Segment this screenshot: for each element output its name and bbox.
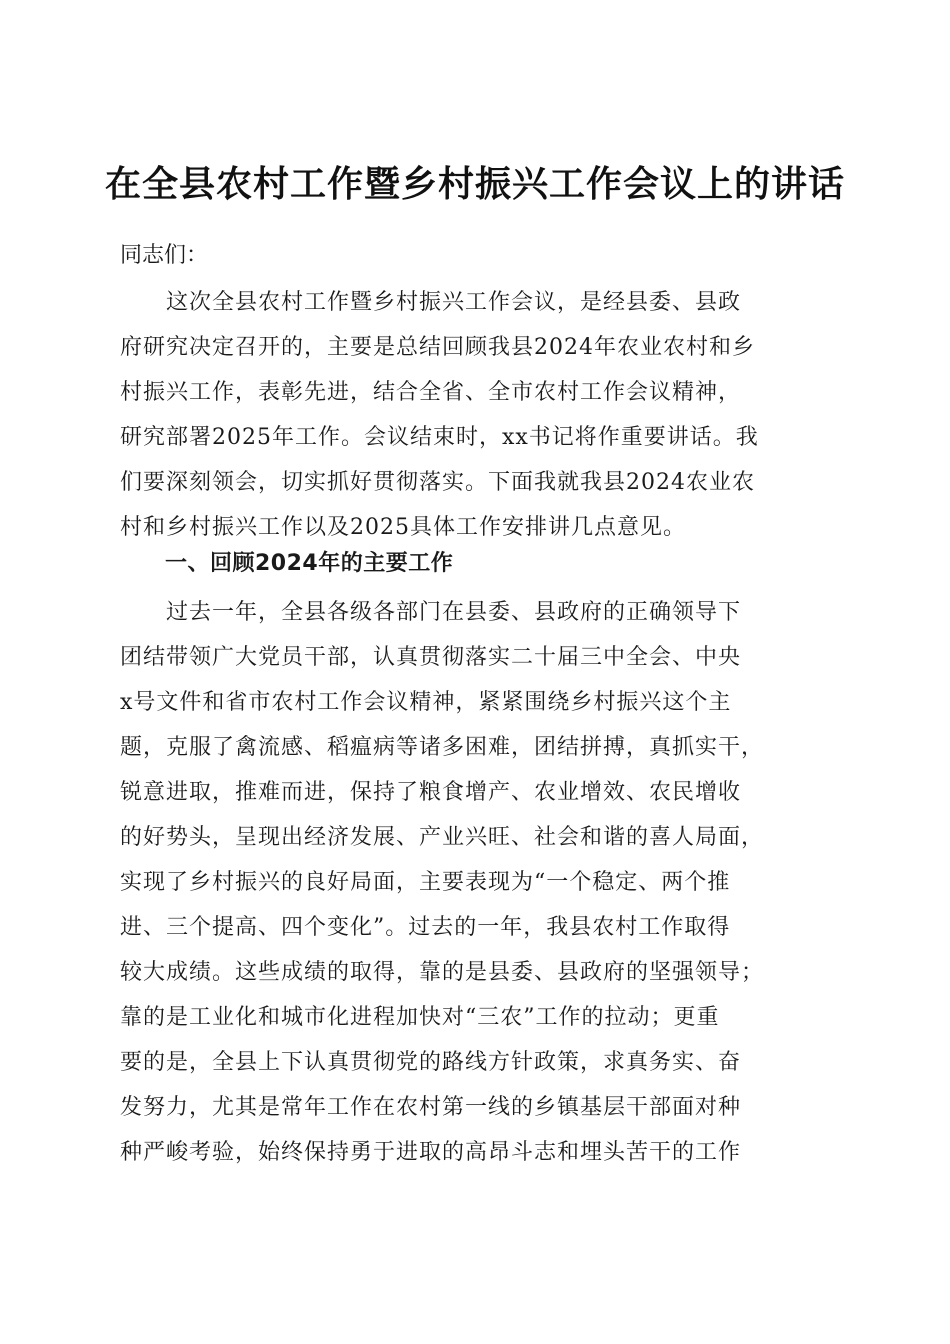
paragraph-line: 的好势头，呈现出经济发展、产业兴旺、社会和谐的喜人局面， bbox=[120, 825, 765, 850]
paragraph-line: 府研究决定召开的，主要是总结回顾我县2024年农业农村和乡 bbox=[120, 335, 755, 360]
paragraph-line: 村振兴工作，表彰先进，结合全省、全市农村工作会议精神， bbox=[120, 380, 742, 405]
document-title: 在全县农村工作暨乡村振兴工作会议上的讲话 bbox=[104, 163, 845, 206]
paragraph-line: 题，克服了禽流感、稻瘟病等诸多困难，团结拼搏，真抓实干， bbox=[120, 735, 765, 760]
paragraph-line: x号文件和省市农村工作会议精神，紧紧围绕乡村振兴这个主 bbox=[120, 690, 732, 715]
paragraph-line: 要的是，全县上下认真贯彻党的路线方针政策，求真务实、奋 bbox=[120, 1050, 742, 1075]
paragraph-line: 较大成绩。这些成绩的取得，靠的是县委、县政府的坚强领导； bbox=[120, 960, 765, 985]
paragraph-line: 们要深刻领会，切实抓好贯彻落实。下面我就我县2024农业农 bbox=[120, 470, 755, 495]
paragraph-line: 发努力，尤其是常年工作在农村第一线的乡镇基层干部面对种 bbox=[120, 1095, 742, 1120]
paragraph-line: 实现了乡村振兴的良好局面，主要表现为“一个稳定、两个推 bbox=[120, 870, 731, 895]
paragraph-line: 团结带领广大党员干部，认真贯彻落实二十届三中全会、中央 bbox=[120, 645, 742, 670]
paragraph-intro bbox=[120, 280, 832, 550]
paragraph-line: 锐意进取，推难而进，保持了粮食增产、农业增效、农民增收 bbox=[120, 780, 742, 805]
paragraph-line: 研究部署2025年工作。会议结束时，xx书记将作重要讲话。我 bbox=[120, 425, 759, 450]
salutation: 同志们： bbox=[120, 243, 209, 268]
section-heading: 一、回顾2024年的主要工作 bbox=[165, 551, 454, 576]
paragraph-line: 村和乡村振兴工作以及2025具体工作安排讲几点意见。 bbox=[120, 515, 686, 540]
paragraph-line: 靠的是工业化和城市化进程加快对“三农”工作的拉动；更重 bbox=[120, 1005, 720, 1030]
paragraph-review bbox=[120, 590, 832, 1175]
paragraph-line: 过去一年，全县各级各部门在县委、县政府的正确领导下 bbox=[120, 600, 742, 625]
paragraph-line: 这次全县农村工作暨乡村振兴工作会议，是经县委、县政 bbox=[120, 290, 742, 315]
paragraph-line: 种严峻考验，始终保持勇于进取的高昂斗志和埋头苦干的工作 bbox=[120, 1140, 742, 1165]
paragraph-line: 进、三个提高、四个变化”。过去的一年，我县农村工作取得 bbox=[120, 915, 731, 940]
